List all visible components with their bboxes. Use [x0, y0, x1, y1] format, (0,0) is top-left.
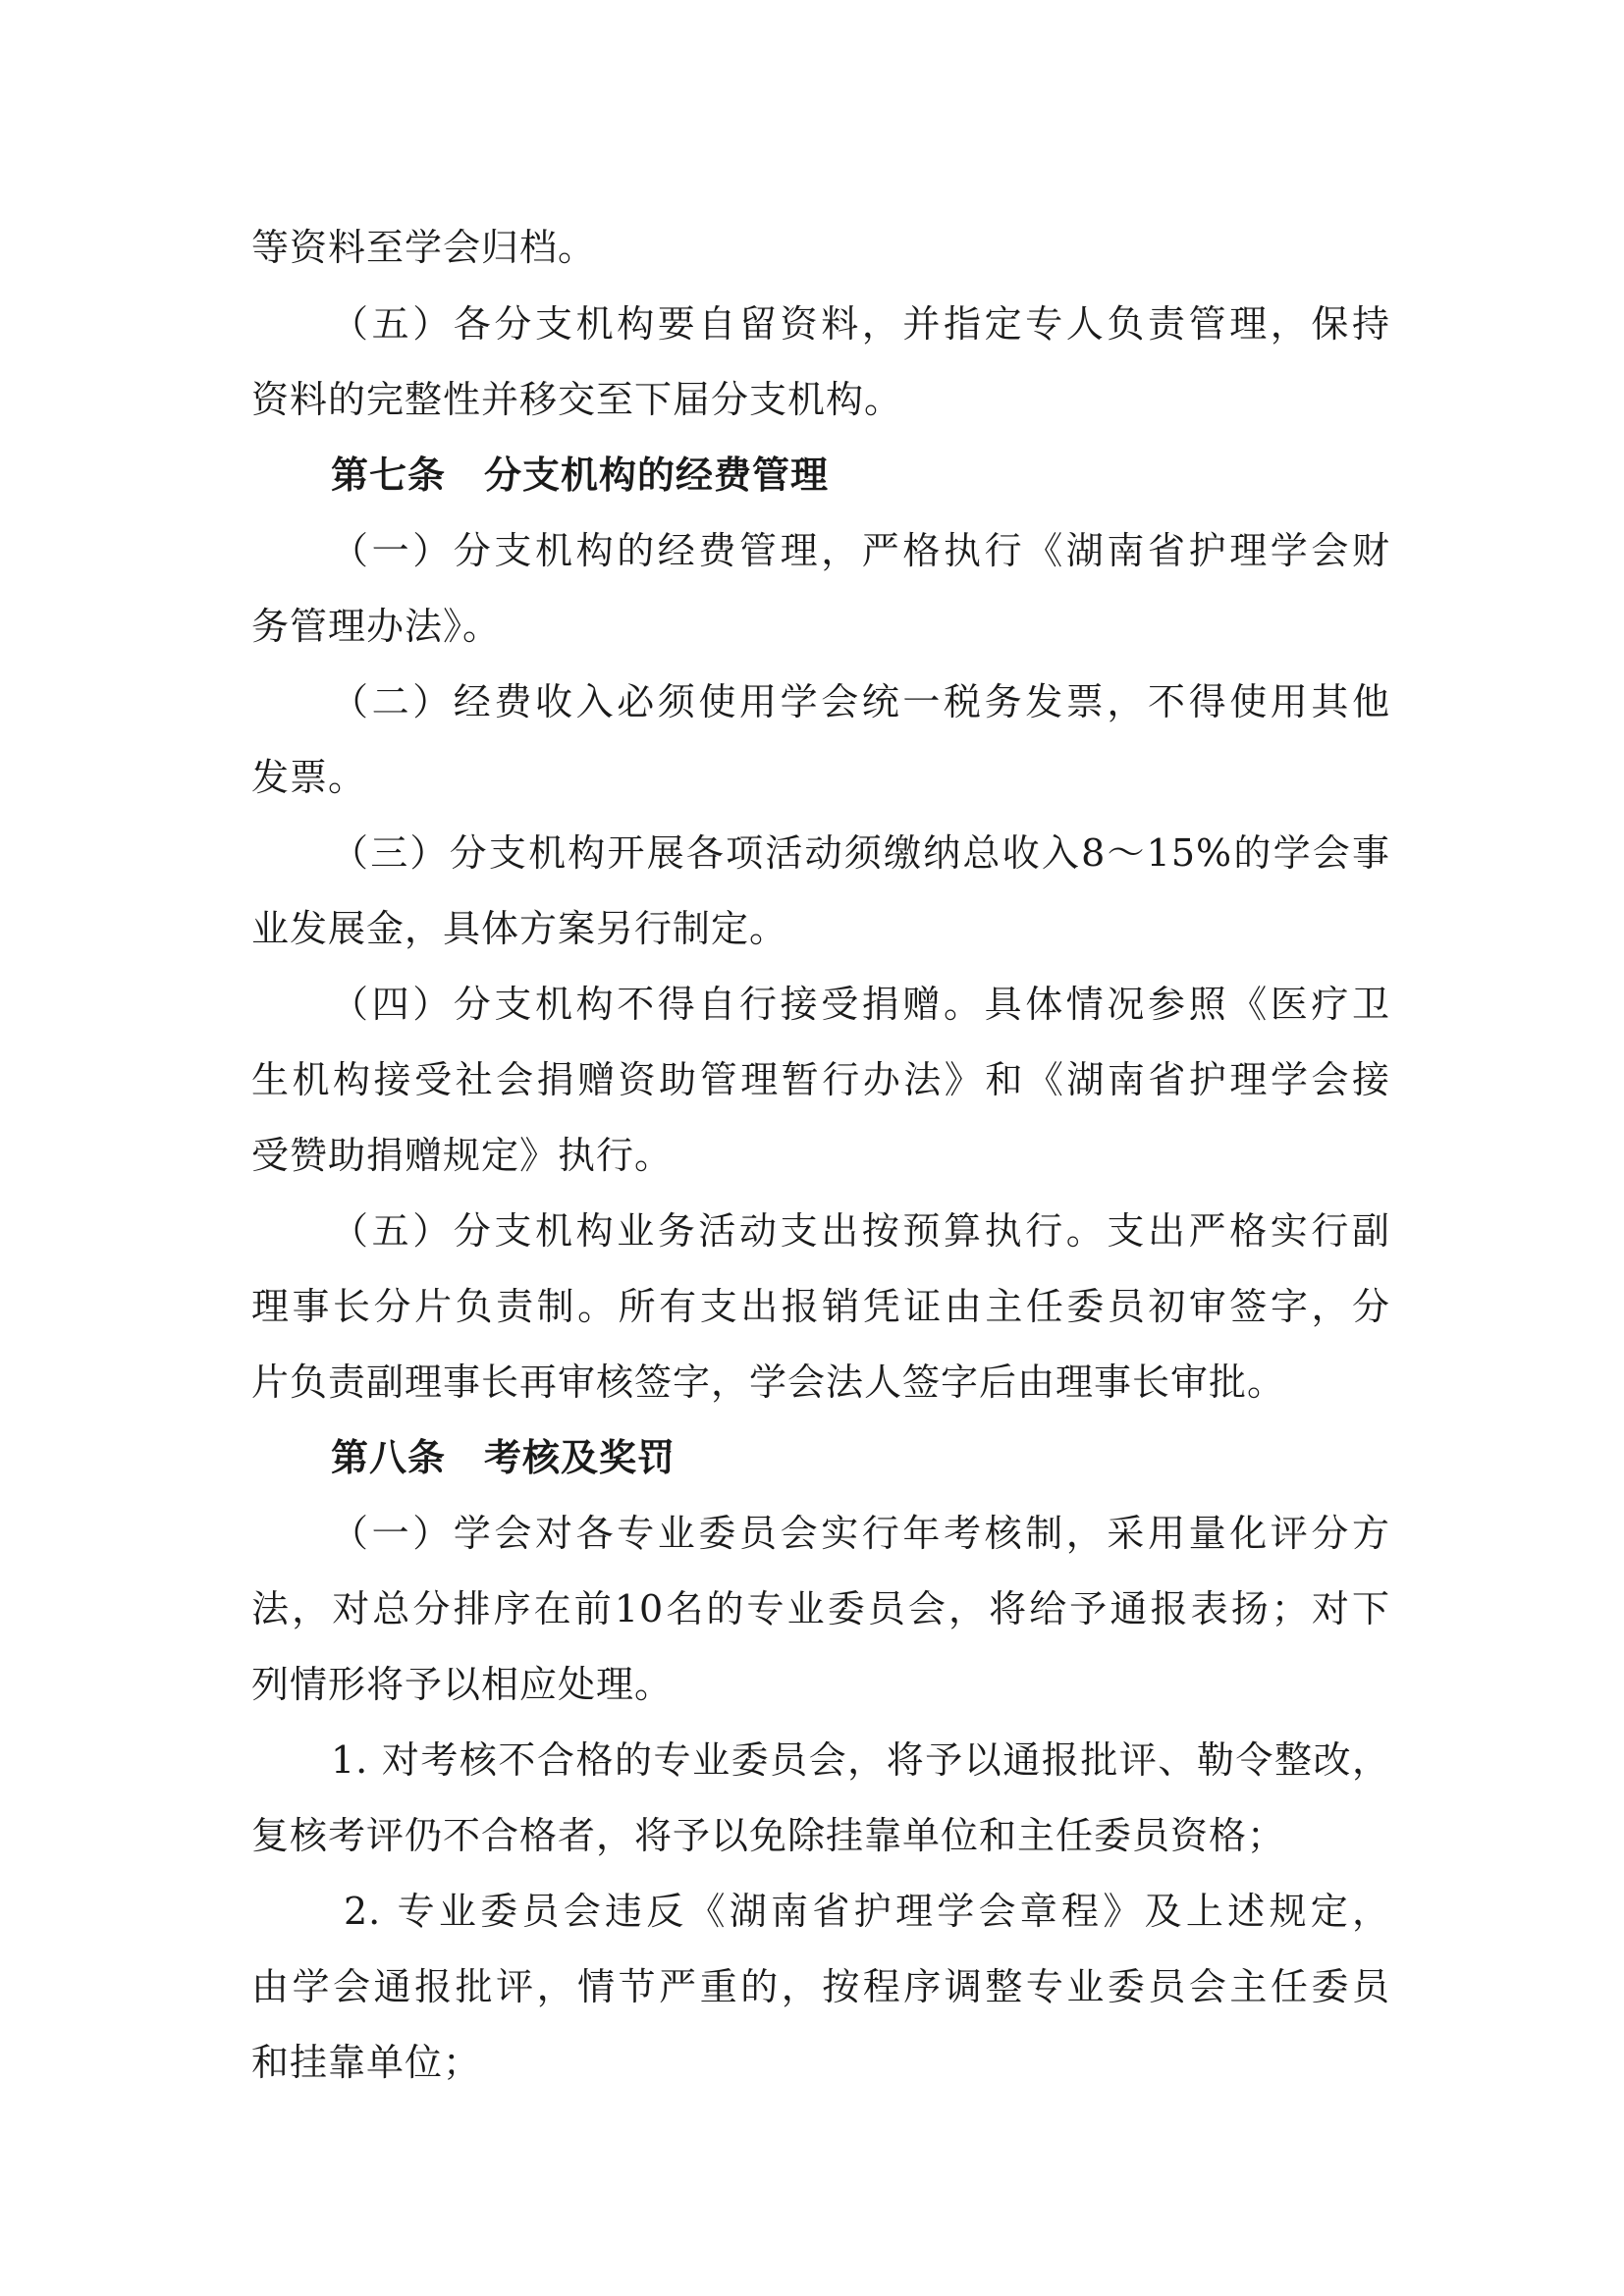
paragraph-line: （四）分支机构不得自行接受捐赠。具体情况参照《医疗卫 — [331, 983, 1390, 1026]
paragraph-line: 受赞助捐赠规定》执行。 — [251, 1134, 674, 1177]
paragraph-line: （一）学会对各专业委员会实行年考核制，采用量化评分方 — [331, 1512, 1390, 1555]
list-item-line: 由学会通报批评，情节严重的，按程序调整专业委员会主任委员 — [251, 1965, 1390, 2008]
paragraph-line: （五）各分支机构要自留资料，并指定专人负责管理，保持 — [331, 302, 1390, 346]
paragraph-line: 列情形将予以相应处理。 — [251, 1663, 674, 1706]
paragraph-line: 法，对总分排序在前10名的专业委员会，将给予通报表扬；对下 — [251, 1587, 1390, 1630]
paragraph-line: （三）分支机构开展各项活动须缴纳总收入8～15%的学会事 — [331, 831, 1390, 875]
paragraph-line: （五）分支机构业务活动支出按预算执行。支出严格实行副 — [331, 1209, 1390, 1253]
paragraph-line: 片负责副理事长再审核签字，学会法人签字后由理事长审批。 — [251, 1361, 1286, 1404]
paragraph-line: 等资料至学会归档。 — [251, 226, 597, 269]
list-item-line: 和挂靠单位； — [251, 2041, 482, 2084]
list-item-line: 2. 专业委员会违反《湖南省护理学会章程》及上述规定， — [344, 1890, 1390, 1933]
list-item-line: 复核考评仍不合格者，将予以免除挂靠单位和主任委员资格； — [251, 1814, 1286, 1857]
paragraph-line: 务管理办法》。 — [251, 605, 502, 648]
paragraph-line: （一）分支机构的经费管理，严格执行《湖南省护理学会财 — [331, 529, 1390, 572]
section-heading: 第八条 考核及奖罚 — [331, 1435, 677, 1479]
paragraph-line: 资料的完整性并移交至下届分支机构。 — [251, 378, 903, 421]
section-heading: 第七条 分支机构的经费管理 — [331, 453, 830, 497]
paragraph-line: 业发展金，具体方案另行制定。 — [251, 907, 788, 950]
paragraph-line: 理事长分片负责制。所有支出报销凭证由主任委员初审签字，分 — [251, 1285, 1390, 1328]
paragraph-line: 生机构接受社会捐赠资助管理暂行办法》和《湖南省护理学会接 — [251, 1058, 1390, 1101]
paragraph-line: 发票。 — [251, 756, 367, 799]
paragraph-line: （二）经费收入必须使用学会统一税务发票，不得使用其他 — [331, 680, 1390, 723]
list-item-line: 1. 对考核不合格的专业委员会，将予以通报批评、勒令整改， — [331, 1738, 1390, 1782]
